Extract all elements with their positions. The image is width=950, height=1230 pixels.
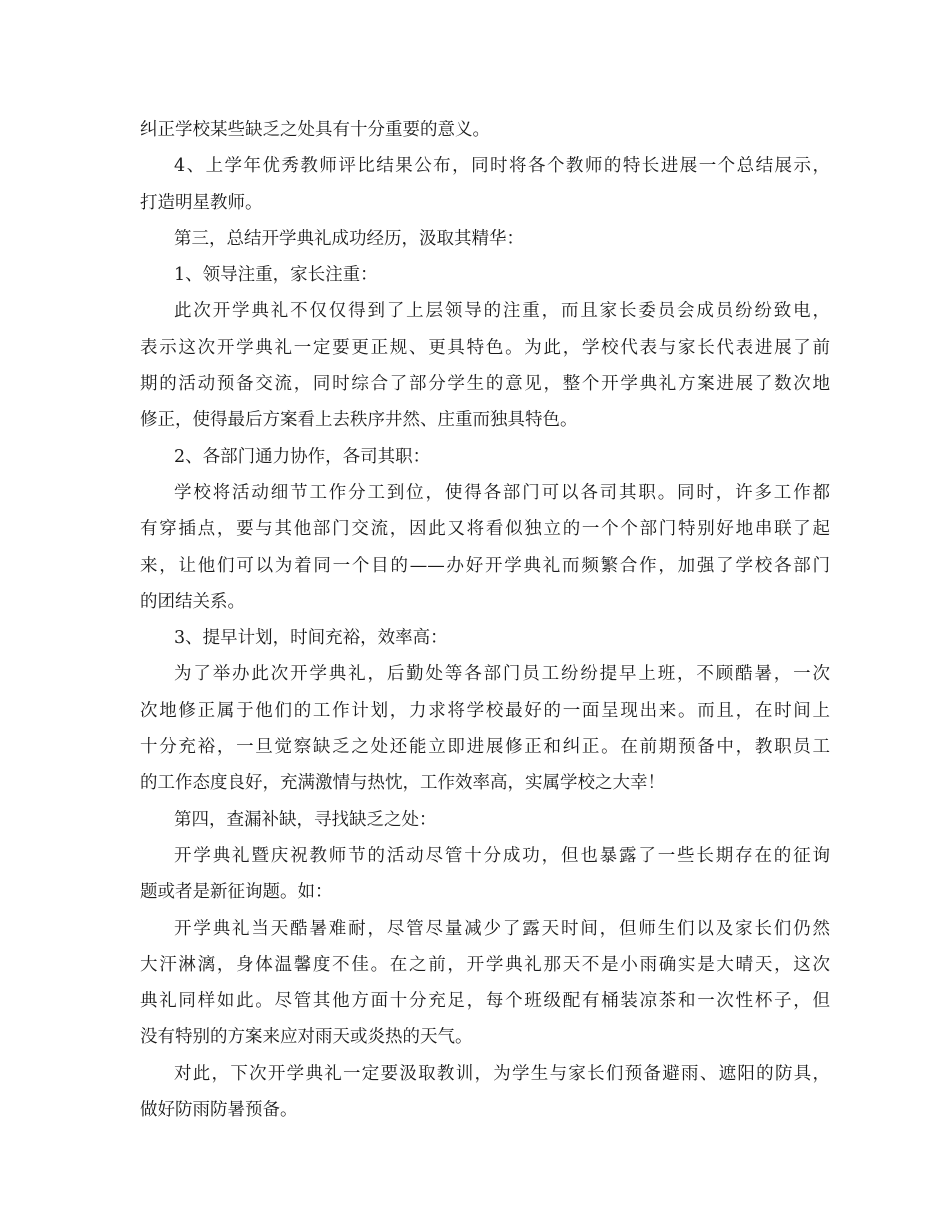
text-line: 2、各部门通力协作，各司其职： xyxy=(174,446,431,467)
text-line: 修正，使得最后方案看上去秩序井然、庄重而独具特色。 xyxy=(140,410,578,431)
text-line: 开学典礼暨庆祝教师节的活动尽管十分成功，但也暴露了一些长期存在的征询 xyxy=(174,845,830,866)
text-line: 大汗淋漓，身体温馨度不佳。在之前，开学典礼那天不是小雨确实是大晴天，这次 xyxy=(140,954,830,975)
text-line: 十分充裕，一旦觉察缺乏之处还能立即进展修正和纠正。在前期预备中，教职员工 xyxy=(140,737,830,758)
text-line: 典礼同样如此。尽管其他方面十分充足，每个班级配有桶装凉茶和一次性杯子，但 xyxy=(140,991,830,1012)
text-line: 纠正学校某些缺乏之处具有十分重要的意义。 xyxy=(140,120,490,140)
text-line: 的团结关系。 xyxy=(140,591,245,612)
text-line: 没有特别的方案来应对雨天或炎热的天气。 xyxy=(140,1027,473,1048)
text-line: 4、上学年优秀教师评比结果公布，同时将各个教师的特长进展一个总结展示， xyxy=(174,156,830,177)
text-line: 有穿插点，要与其他部门交流，因此又将看似独立的一个个部门特别好地串联了起 xyxy=(140,519,830,540)
text-line: 来，让他们可以为着同一个目的——办好开学典礼而频繁合作，加强了学校各部门 xyxy=(140,555,830,576)
text-line: 此次开学典礼不仅仅得到了上层领导的注重，而且家长委员会成员纷纷致电， xyxy=(174,301,830,322)
document-body xyxy=(140,112,830,1128)
text-line: 开学典礼当天酷暑难耐，尽管尽量减少了露天时间，但师生们以及家长们仍然 xyxy=(174,918,830,939)
text-line: 期的活动预备交流，同时综合了部分学生的意见，整个开学典礼方案进展了数次地 xyxy=(140,374,830,395)
text-line: 为了举办此次开学典礼，后勤处等各部门员工纷纷提早上班，不顾酷暑，一次 xyxy=(174,664,830,685)
text-line: 题或者是新征询题。如： xyxy=(140,882,333,903)
text-line: 对此，下次开学典礼一定要汲取教训，为学生与家长们预备避雨、遮阳的防具， xyxy=(174,1063,830,1084)
text-line: 3、提早计划，时间充裕，效率高： xyxy=(174,628,448,649)
text-line: 的工作态度良好，充满激情与热忱，工作效率高，实属学校之大幸！ xyxy=(140,773,665,794)
text-line: 学校将活动细节工作分工到位，使得各部门可以各司其职。同时，许多工作都 xyxy=(174,482,830,503)
text-line: 第三，总结开学典礼成功经历，汲取其精华： xyxy=(174,228,524,249)
text-line: 第四，查漏补缺，寻找缺乏之处： xyxy=(174,809,437,830)
text-line: 表示这次开学典礼一定要更正规、更具特色。为此，学校代表与家长代表进展了前 xyxy=(140,337,830,358)
text-line: 做好防雨防暑预备。 xyxy=(140,1100,298,1121)
text-line: 打造明星教师。 xyxy=(140,192,263,213)
text-line: 次地修正属于他们的工作计划，力求将学校最好的一面呈现出来。而且，在时间上 xyxy=(140,700,830,721)
text-line: 1、领导注重，家长注重： xyxy=(174,265,378,286)
